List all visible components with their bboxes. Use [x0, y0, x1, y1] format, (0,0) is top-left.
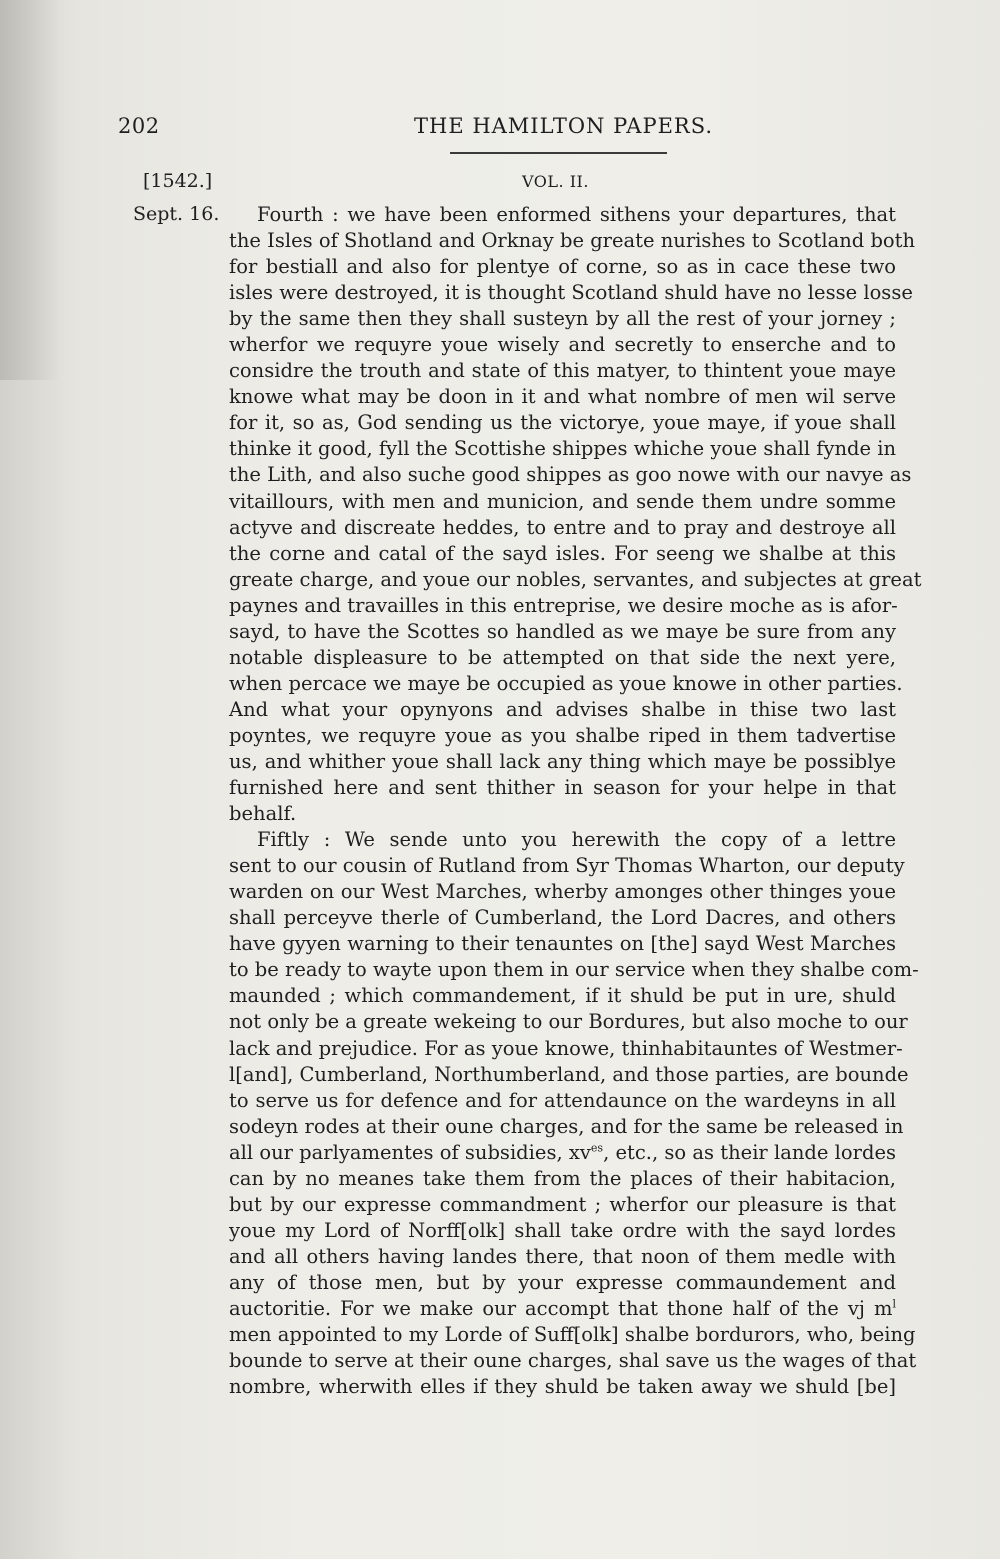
text-line: can by no meanes take them from the places of their habitacion,: [229, 1166, 896, 1190]
text-line: poyntes, we requyre youe as you shalbe riped in them tadvertise: [229, 723, 896, 747]
text-line: sayd, to have the Scottes so handled as we maye be sure from any: [229, 619, 896, 643]
text-line: paynes and travailles in this entreprise, we desire moche as is afor-: [229, 593, 898, 617]
superscript: es: [590, 1141, 604, 1155]
page-header: [118, 110, 918, 150]
text-line: the Lith, and also suche good shippes as goo nowe with our navye as: [229, 463, 912, 487]
superscript: l: [892, 1297, 896, 1311]
text-line: sodeyn rodes at their oune charges, and for the same be released in: [229, 1114, 904, 1138]
text-line: maunded ; which commandement, if it shuld be put in ure, shuld: [229, 984, 896, 1008]
text-line: the corne and catal of the sayd isles. For seeng we shalbe at this: [229, 541, 896, 565]
margin-date: Sept. 16.: [133, 203, 220, 225]
page-number: 202: [118, 114, 160, 138]
text-line: considre the trouth and state of this matyer, to thintent youe maye: [229, 359, 896, 383]
body-text: [229, 202, 922, 1400]
text-line: [229, 1296, 896, 1322]
text-line: nombre, wherwith elles if they shuld be taken away we shuld [be]: [229, 1375, 896, 1399]
text-fragment: , etc., so as their lande lordes: [603, 1140, 896, 1164]
text-line: us, and whither youe shall lack any thing which maye be possiblye: [229, 749, 896, 773]
text-line: to be ready to wayte upon them in our service when they shalbe com-: [229, 958, 919, 982]
text-line: [229, 1140, 896, 1166]
text-line: for bestiall and also for plentye of corne, so as in cace these two: [229, 255, 896, 279]
text-line: isles were destroyed, it is thought Scotland shuld have no lesse losse: [229, 281, 913, 305]
text-fragment: auctoritie. For we make our accompt that thone half of the vj m: [229, 1296, 893, 1320]
text-line: notable displeasure to be attempted on that side the next yere,: [229, 645, 896, 669]
text-line: actyve and discreate heddes, to entre and to pray and destroye all: [229, 515, 896, 539]
text-line: Fourth : we have been enformed sithens your departures, that: [257, 203, 896, 226]
text-line: wherfor we requyre youe wisely and secretly to enserche and to: [229, 333, 896, 357]
text-line: any of those men, but by your expresse commaundement and: [229, 1270, 896, 1294]
text-line: have gyyen warning to their tenauntes on [the] sayd West Marches: [229, 932, 896, 956]
text-line: furnished here and sent thither in season for your helpe in that: [229, 776, 896, 800]
text-line: warden on our West Marches, wherby amonges other thinges youe: [229, 880, 896, 904]
text-line: sent to our cousin of Rutland from Syr Thomas Wharton, our deputy: [229, 854, 905, 878]
text-line: greate charge, and youe our nobles, servantes, and subjectes at great: [229, 567, 922, 591]
text-line: thinke it good, fyll the Scottishe shippes whiche youe shall fynde in: [229, 437, 897, 461]
text-line: but by our expresse commandment ; wherfor our pleasure is that: [229, 1192, 896, 1216]
text-line: and all others having landes there, that noon of them medle with: [229, 1244, 896, 1268]
margin-year: [1542.]: [143, 170, 213, 192]
text-line: knowe what may be doon in it and what nombre of men wil serve: [229, 385, 896, 409]
text-line: And what your opynyons and advises shalbe in thise two last: [229, 697, 896, 721]
text-fragment: all our parlyamentes of subsidies, xv: [229, 1140, 591, 1164]
text-line: behalf.: [229, 802, 297, 826]
text-line: Fiftly : We sende unto you herewith the copy of a lettre: [257, 828, 896, 852]
volume-label: VOL. II.: [522, 172, 589, 191]
text-line: to serve us for defence and for attendaunce on the wardeyns in all: [229, 1088, 896, 1112]
text-line: lack and prejudice. For as youe knowe, thinhabitauntes of Westmer-: [229, 1036, 903, 1060]
text-line: youe my Lord of Norff[olk] shall take ordre with the sayd lordes: [229, 1218, 896, 1242]
text-line: when percace we maye be occupied as youe knowe in other parties.: [229, 671, 903, 695]
text-line: the Isles of Shotland and Orknay be greate nurishes to Scotland both: [229, 229, 916, 253]
text-line: by the same then they shall susteyn by all the rest of your jorney ;: [229, 307, 896, 331]
text-line: shall perceyve therle of Cumberland, the Lord Dacres, and others: [229, 906, 896, 930]
text-line: not only be a greate wekeing to our Bordures, but also moche to our: [229, 1010, 908, 1034]
text-line: bounde to serve at their oune charges, shal save us the wages of that: [229, 1349, 917, 1373]
text-line: vitaillours, with men and municion, and sende them undre somme: [229, 489, 896, 513]
header-rule: [450, 152, 667, 154]
text-line: l[and], Cumberland, Northumberland, and those parties, are bounde: [229, 1062, 909, 1086]
text-line: for it, so as, God sending us the victorye, youe maye, if youe shall: [229, 411, 896, 435]
text-line: men appointed to my Lorde of Suff[olk] shalbe bordurors, who, being: [229, 1323, 916, 1347]
running-title: THE HAMILTON PAPERS.: [414, 114, 714, 138]
